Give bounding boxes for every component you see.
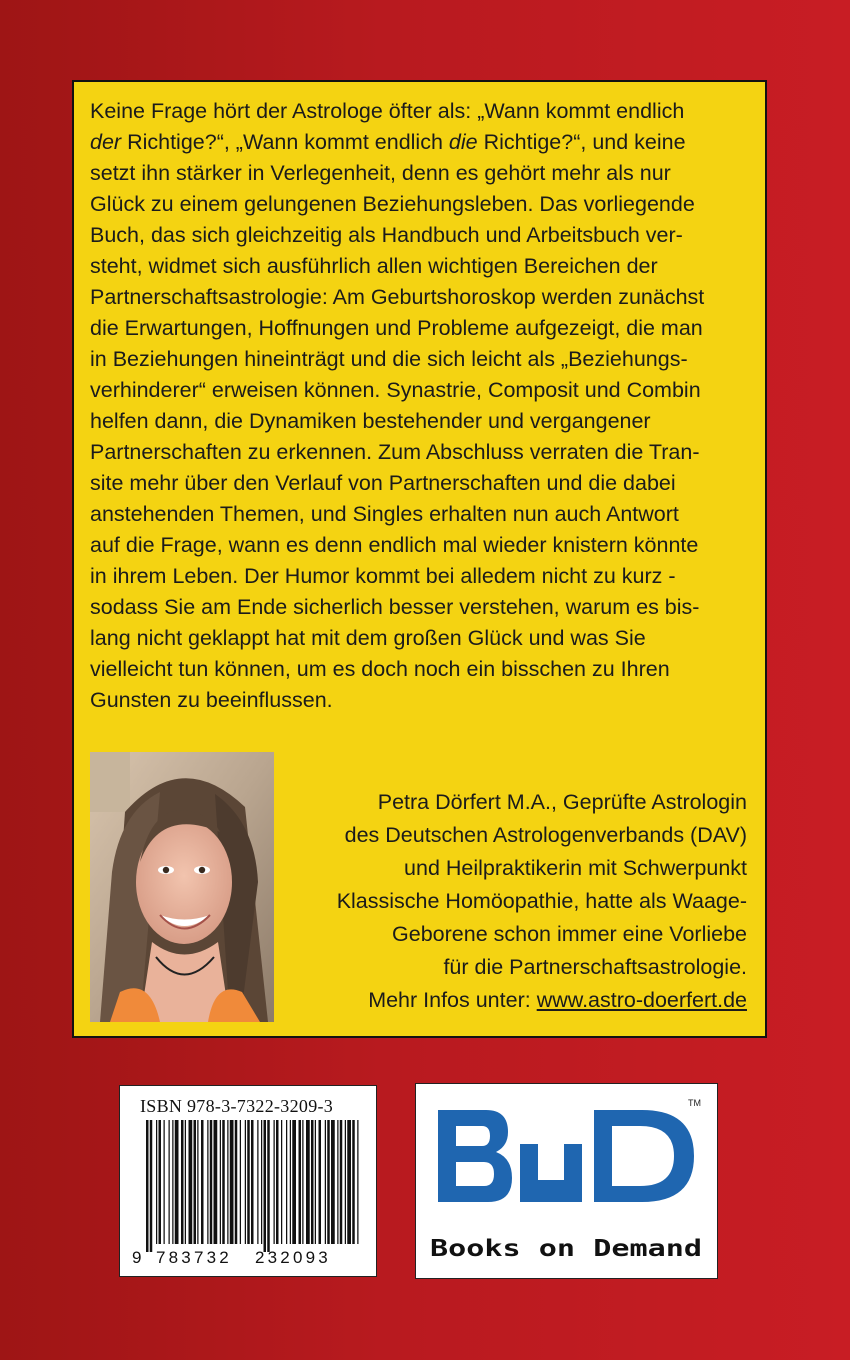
barcode-digits-left: 783732 bbox=[156, 1248, 232, 1267]
barcode-bar bbox=[175, 1120, 179, 1244]
barcode-bar bbox=[352, 1120, 355, 1244]
bod-trademark: TM bbox=[688, 1098, 701, 1108]
author-website-link[interactable]: www.astro-doerfert.de bbox=[536, 988, 747, 1012]
barcode-bar bbox=[267, 1120, 270, 1252]
barcode-bar bbox=[319, 1120, 322, 1244]
barcode-bar bbox=[311, 1120, 314, 1244]
barcode-bar bbox=[315, 1120, 316, 1244]
barcode-bar bbox=[156, 1120, 157, 1244]
barcode-bars bbox=[130, 1120, 368, 1270]
isbn-number: ISBN 978-3-7322-3209-3 bbox=[140, 1096, 334, 1116]
barcode-bar bbox=[347, 1120, 351, 1244]
barcode-bar bbox=[159, 1120, 162, 1244]
blurb-line: vielleicht tun können, um es doch noch ein bisschen zu Ihren bbox=[90, 657, 670, 681]
blurb-line: setzt ihn stärker in Verlegenheit, denn es gehört mehr als nur bbox=[90, 161, 671, 185]
barcode-bar bbox=[214, 1120, 218, 1244]
blurb-line: lang nicht geklappt hat mit dem großen Glück und was Sie bbox=[90, 626, 646, 650]
barcode-bar bbox=[150, 1120, 153, 1252]
barcode-bar bbox=[210, 1120, 213, 1244]
barcode-digit-first: 9 bbox=[132, 1248, 142, 1267]
blurb-line: in ihrem Leben. Der Humor kommt bei alledem nicht zu kurz - bbox=[90, 564, 676, 588]
barcode-bar bbox=[164, 1120, 165, 1244]
barcode-bar bbox=[292, 1120, 296, 1244]
bod-tagline: Books on Demand bbox=[430, 1234, 702, 1262]
blurb-line: auf die Frage, wann es denn endlich mal wieder knistern könnte bbox=[90, 533, 699, 557]
barcode-bar bbox=[302, 1120, 303, 1244]
barcode-bar bbox=[230, 1120, 234, 1244]
barcode-bar bbox=[345, 1120, 346, 1244]
emphasis-der: der bbox=[90, 130, 122, 154]
blurb-line: die Erwartungen, Hoffnungen und Probleme aufgezeigt, die man bbox=[90, 316, 703, 340]
barcode-bar bbox=[197, 1120, 198, 1244]
barcode-bar bbox=[194, 1120, 197, 1244]
barcode-bar bbox=[306, 1120, 310, 1244]
blurb-line: steht, widmet sich ausführlich allen wichtigen Bereichen der bbox=[90, 254, 658, 278]
barcode-bar bbox=[331, 1120, 335, 1244]
blurb-line: der Richtige?“, „Wann kommt endlich die Richtige?“, und keine bbox=[90, 130, 686, 154]
barcode-bar bbox=[240, 1120, 241, 1244]
barcode-bar bbox=[247, 1120, 250, 1244]
emphasis-die: die bbox=[448, 130, 478, 154]
barcode-bar bbox=[276, 1120, 279, 1244]
blurb-line: helfen dann, die Dynamiken bestehender und vergangener bbox=[90, 409, 651, 433]
barcode-bar bbox=[299, 1120, 302, 1244]
blurb-line: anstehenden Themen, und Singles erhalten nun auch Antwort bbox=[90, 502, 679, 526]
barcode-bar bbox=[169, 1120, 170, 1244]
barcode-bar bbox=[222, 1120, 225, 1244]
barcode-bar bbox=[325, 1120, 326, 1244]
bod-letter-b bbox=[438, 1110, 512, 1202]
barcode-bar bbox=[264, 1120, 267, 1252]
barcode-bar bbox=[185, 1120, 186, 1244]
barcode-bar bbox=[327, 1120, 330, 1244]
barcode-bar bbox=[220, 1120, 221, 1244]
bio-line: für die Partnerschaftsastrologie. bbox=[443, 955, 747, 979]
bio-line: des Deutschen Astrologenverbands (DAV) bbox=[344, 823, 747, 847]
barcode-bar bbox=[340, 1120, 343, 1244]
author-bio bbox=[277, 786, 747, 1017]
book-blurb bbox=[90, 96, 754, 716]
barcode-bar bbox=[251, 1120, 254, 1244]
blurb-line: Glück zu einem gelungenen Beziehungsleben. Das vorliegende bbox=[90, 192, 695, 216]
barcode-bar bbox=[245, 1120, 246, 1244]
barcode-bar bbox=[281, 1120, 282, 1244]
blurb-line: in Beziehungen hineinträgt und die sich leicht als „Beziehungs- bbox=[90, 347, 688, 371]
barcode-bar bbox=[189, 1120, 193, 1244]
bio-line: Petra Dörfert M.A., Geprüfte Astrologin bbox=[377, 790, 747, 814]
barcode-bar bbox=[261, 1120, 262, 1244]
barcode-bar bbox=[172, 1120, 173, 1244]
bio-line: und Heilpraktikerin mit Schwerpunkt bbox=[404, 856, 747, 880]
barcode-digits-right: 232093 bbox=[255, 1248, 331, 1267]
blurb-line: sodass Sie am Ende sicherlich besser verstehen, warum es bis- bbox=[90, 595, 700, 619]
isbn-barcode bbox=[119, 1085, 377, 1277]
barcode-bar bbox=[274, 1120, 275, 1244]
blurb-line: verhinderer“ erweisen können. Synastrie, Composit und Combin bbox=[90, 378, 701, 402]
blurb-line: Buch, das sich gleichzeitig als Handbuch und Arbeitsbuch ver- bbox=[90, 223, 683, 247]
bio-line: Klassische Homöopathie, hatte als Waage- bbox=[336, 889, 747, 913]
bod-letter-d bbox=[594, 1110, 694, 1202]
barcode-bar bbox=[227, 1120, 228, 1244]
more-info-line bbox=[277, 984, 747, 1017]
publisher-logo bbox=[415, 1083, 718, 1279]
blurb-line: Keine Frage hört der Astrologe öfter als: „Wann kommt endlich bbox=[90, 99, 685, 123]
bio-line: Geborene schon immer eine Vorliebe bbox=[392, 922, 747, 946]
description-panel bbox=[72, 80, 767, 1038]
blurb-line: site mehr über den Verlauf von Partnerschaften und die dabei bbox=[90, 471, 676, 495]
blurb-line: Partnerschaftsastrologie: Am Geburtshoroskop werden zunächst bbox=[90, 285, 705, 309]
more-info-label: Mehr Infos unter: bbox=[368, 988, 537, 1012]
barcode-bar bbox=[257, 1120, 258, 1244]
barcode-bar bbox=[286, 1120, 287, 1244]
barcode-bar bbox=[207, 1120, 208, 1244]
barcode-bar bbox=[290, 1120, 291, 1244]
barcode-bar bbox=[201, 1120, 204, 1244]
barcode-bar bbox=[337, 1120, 338, 1244]
author-photo bbox=[90, 752, 274, 1022]
barcode-bar bbox=[181, 1120, 184, 1244]
blurb-line: Partnerschaften zu erkennen. Zum Abschluss verraten die Tran- bbox=[90, 440, 700, 464]
barcode-bar bbox=[235, 1120, 238, 1244]
blurb-line: Gunsten zu beeinflussen. bbox=[90, 688, 333, 712]
barcode-bar bbox=[146, 1120, 149, 1252]
barcode-bar bbox=[357, 1120, 358, 1244]
